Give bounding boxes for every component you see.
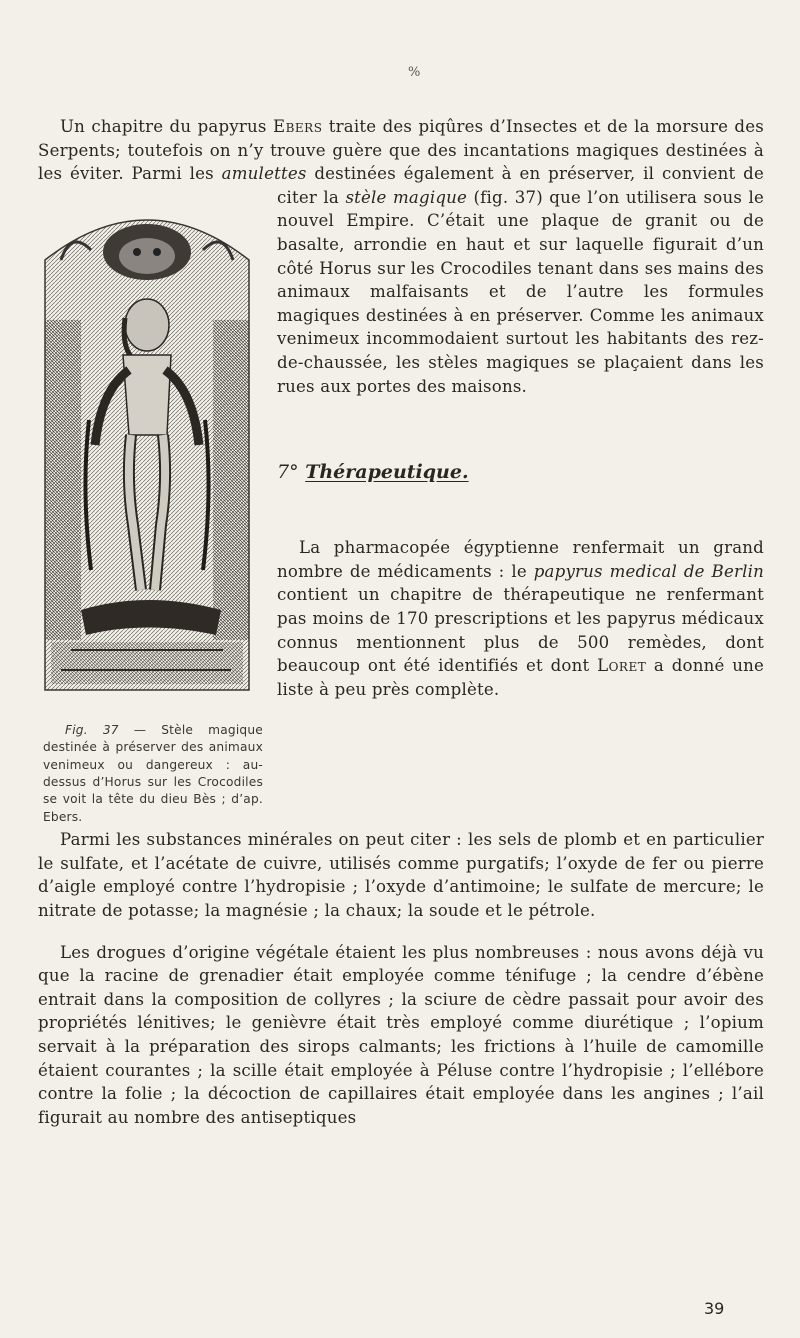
term-papyrus-berlin: papyrus medical de Berlin <box>533 561 764 581</box>
pharma-text-c: a donné une liste à peu près complète. <box>277 656 764 699</box>
figure-label: Fig. 37 <box>65 722 119 737</box>
section-number: 7° <box>277 461 299 484</box>
term-stele: stèle magique <box>345 187 468 207</box>
pharma-text-b: contient un chapitre de thérapeutique ne renfermant pas moins de 170 prescriptions et les papyrus médicaux connus mentionnent plus de 500 remèdes, dont beaucoup ont été identifiés et dont <box>277 585 764 676</box>
stele-engraving <box>31 190 263 700</box>
figure-caption-text: — Stèle magique destinée à préserver des animaux venimeux ou dangereux : au-dessus d’Horus sur les Crocodiles se voit la tête du dieu Bès ; d’ap. Ebers. <box>43 722 263 824</box>
intro-text-a: Un chapitre du papyrus <box>60 117 273 136</box>
stray-mark: % <box>408 65 421 80</box>
intro-text-c: destinées également à en préserver, il convient de citer la <box>277 164 764 207</box>
figure-37 <box>31 190 263 826</box>
section-title: Thérapeutique. <box>305 461 469 484</box>
author-ebers: Ebers <box>272 117 323 136</box>
term-amulettes: amulettes <box>221 164 307 184</box>
page-number: 39 <box>704 1299 725 1318</box>
mineral-paragraph: Parmi les substances minérales on peut citer : les sels de plomb et en particulier le sulfate, et l’acétate de cuivre, utilisés comme purgatifs; l’oxyde de fer ou pierre d’aigle employé contre l’hydropisie ; l’oxyde d’antimoine; le sulfate de mercure; le nitrate de potasse; la magnésie ; la chaux; la soude et le pétrole. <box>38 830 764 920</box>
intro-text-d: (fig. 37) que l’on utilisera sous le nouvel Empire. C’était une plaque de granit ou de basalte, arrondie en haut et sur laquelle figurait d’un côté Horus sur les Crocodiles tenant dans ses mains des animaux malfaisants et de l’autre les formules magiques destinées à en préserver. Comme les animaux venimeux incommodaient surtout les habitants des rez-de-chaussée, les stèles magiques se plaçaient dans les rues aux portes des maisons. <box>277 187 764 396</box>
page-body <box>38 115 764 1129</box>
figure-caption <box>31 722 263 826</box>
vegetal-paragraph: Les drogues d’origine végétale étaient les plus nombreuses : nous avons déjà vu que la racine de grenadier était employée comme ténifuge ; la cendre d’ébène entrait dans la composition de collyres ; la sciure de cèdre passait pour avoir des propriétés lénitives; le genièvre était très employé comme diurétique ; l’opium servait à la préparation des sirops calmants; les frictions à l’huile de camomille étaient courantes ; la scille était employée à Péluse contre l’hydropisie ; l’ellébore contre la folie ; la décoction de capillaires était employée dans les angines ; l’ail figurait au nombre des antiseptiques <box>38 942 764 1127</box>
author-loret: Loret <box>597 656 647 676</box>
pharma-text-a: La pharmacopée égyptienne renfermait un grand nombre de médicaments : le <box>277 538 764 581</box>
intro-text-b: traite des piqûres d’Insectes et de la morsure des Serpents; toutefois on n’y trouve guère que des incantations magiques destinées à les éviter. Parmi les <box>38 117 764 184</box>
